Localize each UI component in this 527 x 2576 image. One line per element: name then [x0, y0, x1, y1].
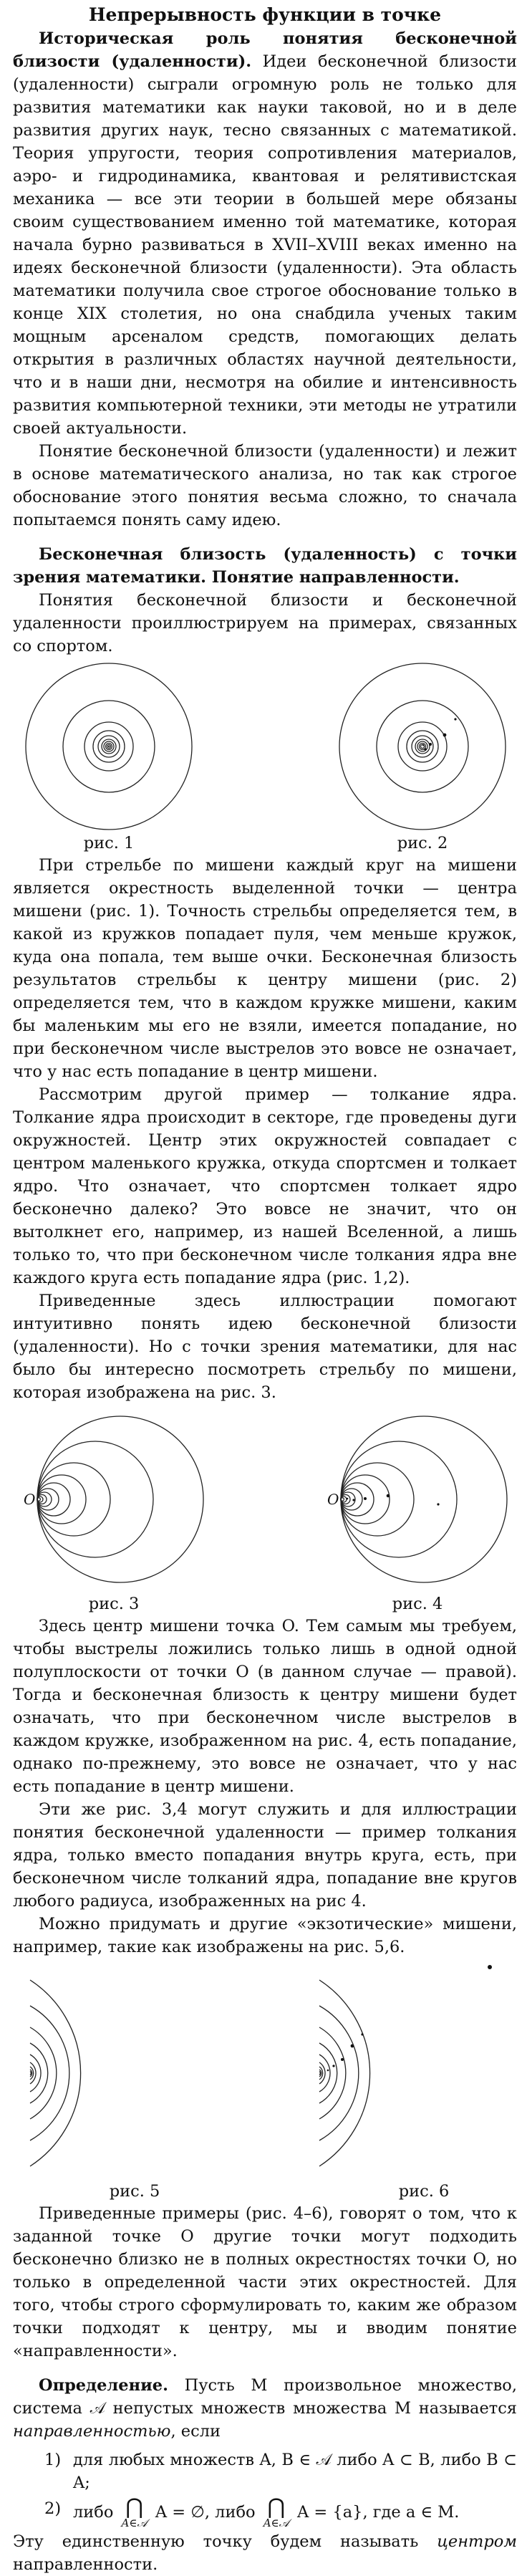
definition-label: Определение. — [39, 2376, 168, 2395]
figure-2 — [337, 660, 508, 854]
figure-row-1-2 — [13, 658, 517, 854]
big-intersection-operator — [263, 2494, 289, 2529]
intersection-symbol: ⋂ — [267, 2494, 286, 2519]
figure-4-caption: рис. 4 — [392, 1595, 443, 1613]
sector-target-diagram-with-hits — [302, 1959, 510, 2181]
running-header: Непрерывность функции в точке — [88, 4, 442, 25]
half-plane-target-diagram — [21, 1408, 206, 1593]
paragraph-shot-put: Рассмотрим другой пример — толкание ядра. Толкание ядра происходит в секторе, где проведены дуги окружностей. Центр этих окружностей совпадает с центром маленького кружка, откуда спортсмен и толкает ядро. Что означает, что спортсмен толкает ядро бесконечно далеко? Это вовсе не значит, что он вытолкнет его, например, из нашей Вселенной, а лишь только то, что при бесконечном числе толкания ядра вне каждого круга есть попадание ядра (рис. 1,2). — [13, 1085, 517, 1287]
condition-2-text-c: A = {a}, где a ∈ M. — [297, 2503, 460, 2522]
point-o-label: O — [24, 1491, 36, 1508]
big-intersection-operator — [121, 2494, 148, 2529]
figure-row-5-6 — [13, 1959, 517, 2202]
paragraph-center-o: Здесь центр мишени точка O. Тем самым мы требуем, чтобы выстрелы ложились только лишь в одной одной полуплоскости от точки O (в данном случае — правой). Тогда и бесконечная близость к центру мишени будет означать, что при бесконечном числе выстрелов в каждом кружке, изображенном на рис. 4, есть попадание, однако по-прежнему, это вовсе не означает, что у нас есть попадание в центр мишени. — [13, 1617, 517, 1796]
center-text-b: направленности. — [13, 2555, 158, 2574]
condition-1-number: 1) — [44, 2451, 62, 2469]
target-diagram-full-with-hits — [337, 660, 508, 832]
intersection-subscript: A∈𝒜 — [263, 2517, 289, 2529]
figure-3 — [21, 1408, 206, 1615]
center-text-a: Эту единственную точку будем называть — [13, 2532, 419, 2551]
figure-5 — [13, 1959, 221, 2202]
condition-2-body — [73, 2494, 517, 2529]
half-plane-target-diagram-with-hits — [325, 1408, 510, 1593]
figure-row-3-4 — [13, 1404, 517, 1615]
definition-condition-1 — [44, 2448, 517, 2494]
paragraph-basis-of-analysis: Понятие бесконечной близости (удаленности) и лежит в основе математического анализа, но так как строгое обоснование этого понятия весьма сложно, то сначала попытаемся понять саму идею. — [13, 442, 517, 529]
figure-6-caption: рис. 6 — [398, 2182, 450, 2201]
section-title-text: Бесконечная близость (удаленность) с точки зрения математики. Понятие направленности. — [13, 545, 517, 587]
figure-1 — [23, 660, 195, 854]
point-o-label: O — [327, 1491, 339, 1508]
paragraph-definition — [13, 2374, 517, 2443]
paragraph-shooting: При стрельбе по мишени каждый круг на мишени является окрестность выделенной точки — центра мишени (рис. 1). Точность стрельбы определяется тем, в какой из кружков попадает пуля, чем меньше кружок, куда она попала, тем выше очки. Бесконечная близость результатов стрельбы к центру мишени (рис. 2) определяется тем, что в каждом кружке мишени, каким бы маленьким мы его не взяли, имеется попадание, но при бесконечном числе выстрелов это вовсе не означает, что у нас есть попадание в центр мишени. — [13, 856, 517, 1081]
condition-2-text-a: либо — [73, 2503, 114, 2522]
figure-1-caption: рис. 1 — [83, 834, 135, 852]
sector-target-diagram — [13, 1959, 221, 2181]
condition-1-text: для любых множеств A, B ∈ 𝒜 либо A ⊂ B, либо B ⊂ A; — [73, 2451, 517, 2492]
center-term: центром — [437, 2532, 517, 2551]
condition-2-number: 2) — [44, 2499, 62, 2518]
paragraph-historical-role — [13, 27, 517, 440]
paragraph-infinite-distance: Эти же рис. 3,4 могут служить и для иллюстрации понятия бесконечной удаленности — пример толкания ядра, только вместо попадания внутрь круга, есть, при бесконечном числе толканий ядра, попадание вне кругов любого радиуса, изображенных на рис 4. — [13, 1800, 517, 1911]
paragraph-text: Идеи бесконечной близости (удаленности) сыграли огромную роль не только для развития математики как науки таковой, но и в деле развития других наук, тесно связанных с математикой. Теория упругости, теория сопротивления материалов, аэро- и гидродинамика, квантовая и релятивистская механика — все эти теории в большей мере обязаны своим существованием именно той математике, которая начала бурно развиваться в XVII–XVIII веках именно на идеях бесконечной близости (удаленности). Эта область математики получила свое строгое обоснование только в конце XIX столетия, но она снабдила ученых таким мощным арсеналом средств, помогающих делать открытия в различных областях научной деятельности, что и в наши дни, несмотря на обилие и интенсивность развития компьютерной техники, эти методы не утратили своей актуальности. — [13, 52, 517, 438]
paragraph-illustrate-sport: Понятия бесконечной близости и бесконечной удаленности проиллюстрируем на примерах, связанных со спортом. — [13, 591, 517, 655]
figure-5-caption: рис. 5 — [109, 2182, 160, 2201]
definition-text-a: Пусть M произвольное множество, система 𝒜 непустых множеств множества M называется — [13, 2376, 518, 2418]
paragraph-exotic-targets: Можно придумать и другие «экзотические» мишени, например, такие как изображены на рис. 5,6. — [13, 1915, 517, 1956]
section-title-historical-role: Историческая роль понятия бесконечной близости (удаленности). — [13, 29, 517, 71]
definition-condition-2 — [44, 2494, 517, 2529]
intersection-symbol: ⋂ — [125, 2494, 143, 2519]
intersection-subscript: A∈𝒜 — [121, 2517, 148, 2529]
figure-6 — [302, 1959, 510, 2202]
figure-3-caption: рис. 3 — [88, 1595, 140, 1613]
figure-4 — [325, 1408, 510, 1615]
target-diagram-full — [23, 660, 195, 832]
definition-text-b: , если — [170, 2422, 221, 2441]
paragraph-intuition: Приведенные здесь иллюстрации помогают интуитивно понять идею бесконечной близости (удаленности). Но с точки зрения математики, для нас было бы интересно посмотреть стрельбу по мишени, которая изображена на рис. 3. — [13, 1292, 517, 1402]
paragraph-center-definition — [13, 2530, 517, 2576]
section-title-infinite-closeness — [13, 543, 517, 589]
definition-term: направленностью — [13, 2422, 171, 2441]
condition-2-text-b: A = ∅, либо — [155, 2503, 256, 2522]
paragraph-examples-summary: Приведенные примеры (рис. 4–6), говорят о том, что к заданной точке O другие точки могут подходить бесконечно близко не в полных окрестностях точки O, но только в определенной части этих окрестностей. Для того, чтобы строго сформулировать то, каким же образом точки подходят к центру, мы и вводим понятие «направленности». — [13, 2204, 517, 2360]
figure-2-caption: рис. 2 — [397, 834, 448, 852]
